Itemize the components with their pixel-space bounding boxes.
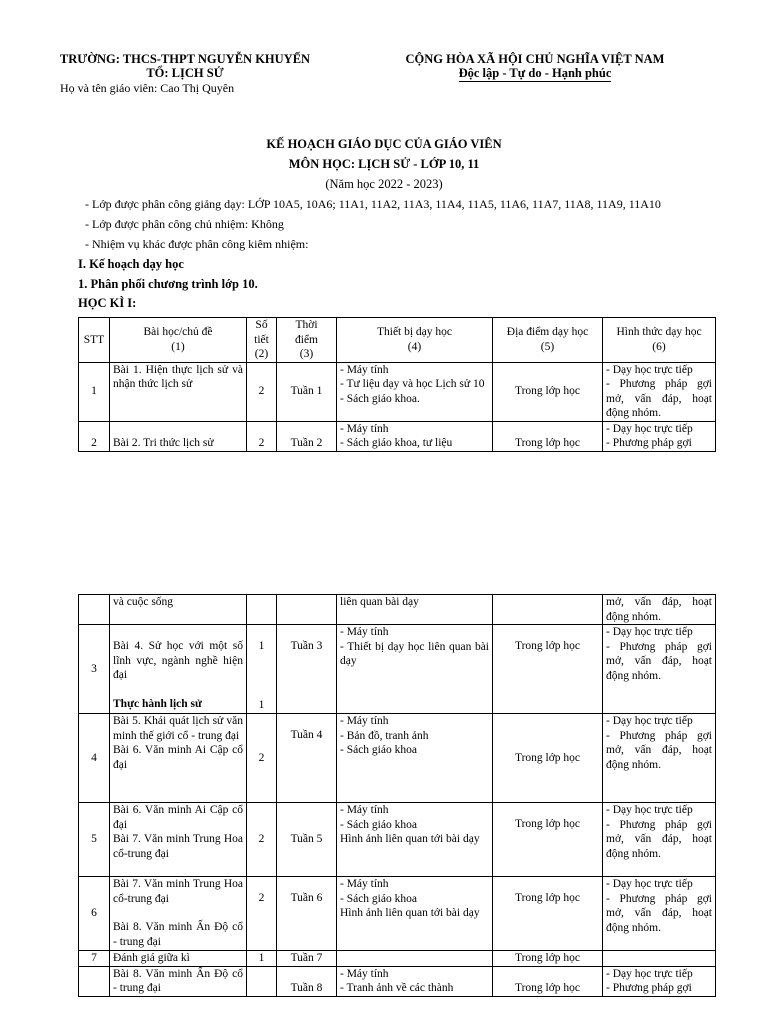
- row-periods: 2: [247, 803, 277, 877]
- row-lesson: Bài 8. Văn minh Ấn Độ cổ - trung đại: [110, 966, 247, 996]
- row-time: Tuần 8: [277, 966, 337, 996]
- department-name: TỔ: LỊCH SỬ: [146, 66, 224, 80]
- row-periods: 1: [247, 951, 277, 967]
- row-equipment: liên quan bài dạy: [337, 595, 493, 625]
- school-name: TRƯỜNG: THCS-THPT NGUYỄN KHUYẾN: [59, 52, 311, 66]
- row-time: Tuần 4: [277, 714, 337, 803]
- row-form: - Dạy học trực tiếp - Phương pháp gợi mở, vấn đáp, hoạt động nhóm.: [603, 625, 716, 714]
- row-form: - Dạy học trực tiếp - Phương pháp gợi: [603, 966, 716, 996]
- row-place: Trong lớp học: [493, 803, 603, 877]
- row-stt: [79, 595, 110, 625]
- table-row: [79, 714, 716, 803]
- row-time: Tuần 3: [277, 625, 337, 714]
- row-periods: 2: [247, 877, 277, 951]
- row-equipment: - Máy tính - Tranh ảnh về các thành: [337, 966, 493, 996]
- row-lesson: Bài 2. Tri thức lịch sử: [110, 421, 247, 451]
- semester-heading: HỌC KÌ I:: [78, 296, 137, 310]
- row-form: [603, 951, 716, 967]
- row-place: Trong lớp học: [493, 966, 603, 996]
- row-lesson: Bài 7. Văn minh Trung Hoa cổ-trung đại Bài 8. Văn minh Ấn Độ cổ - trung đại: [110, 877, 247, 951]
- row-form: - Dạy học trực tiếp - Phương pháp gợi mở, vấn đáp, hoạt động nhóm.: [603, 362, 716, 421]
- subject-title: MÔN HỌC: LỊCH SỬ - LỚP 10, 11: [288, 157, 480, 171]
- table-header-row: [79, 318, 716, 363]
- row-equipment: - Máy tính - Thiết bị dạy học liên quan bài dạy: [337, 625, 493, 714]
- schedule-table-page2: [78, 594, 716, 997]
- row-place: Trong lớp học: [493, 421, 603, 451]
- row-form: - Dạy học trực tiếp - Phương pháp gợi mở, vấn đáp, hoạt động nhóm.: [603, 803, 716, 877]
- header-time: Thời điểm (3): [277, 318, 337, 363]
- row-stt: 5: [79, 803, 110, 877]
- row-time: Tuần 7: [277, 951, 337, 967]
- row-place: Trong lớp học: [493, 625, 603, 714]
- row-stt: 3: [79, 625, 110, 714]
- row-stt: 1: [79, 362, 110, 421]
- row-time: Tuần 5: [277, 803, 337, 877]
- table-row: [79, 421, 716, 451]
- homeroom-class: - Lớp được phân công chủ nhiệm: Không: [85, 217, 284, 231]
- row-lesson: Bài 6. Văn minh Ai Cập cổ đại Bài 7. Văn minh Trung Hoa cổ-trung đại: [110, 803, 247, 877]
- row-periods: 2: [247, 362, 277, 421]
- table-row: [79, 595, 716, 625]
- motto-wrap: [380, 66, 690, 81]
- header-place: Địa điểm dạy học (5): [493, 318, 603, 363]
- section-heading: I. Kế hoạch dạy học: [78, 257, 184, 271]
- row-time: Tuần 6: [277, 877, 337, 951]
- row-form: - Dạy học trực tiếp - Phương pháp gợi mở, vấn đáp, hoạt động nhóm.: [603, 714, 716, 803]
- row-equipment: - Máy tính - Sách giáo khoa Hình ảnh liên quan tới bài dạy: [337, 803, 493, 877]
- row-place: Trong lớp học: [493, 362, 603, 421]
- row-periods: 2: [247, 421, 277, 451]
- row-lesson: Đánh giá giữa kì: [110, 951, 247, 967]
- row-equipment: - Máy tính - Tư liệu dạy và học Lịch sử 10 - Sách giáo khoa.: [337, 362, 493, 421]
- row-equipment: [337, 951, 493, 967]
- row-time: Tuần 1: [277, 362, 337, 421]
- row-equipment: - Máy tính - Bản đồ, tranh ảnh - Sách giáo khoa: [337, 714, 493, 803]
- row-lesson: và cuộc sống: [110, 595, 247, 625]
- row-periods: [247, 966, 277, 996]
- header-equipment: Thiết bị dạy học (4): [337, 318, 493, 363]
- table-row: [79, 625, 716, 714]
- row-stt: 7: [79, 951, 110, 967]
- row-periods: 2: [247, 714, 277, 803]
- row-periods: [247, 595, 277, 625]
- assigned-classes: - Lớp được phân công giảng dạy: LỚP 10A5, 10A6; 11A1, 11A2, 11A3, 11A4, 11A5, 11A6, 11A7, 11A8, 11A9, 11A10: [85, 197, 661, 211]
- row-place: Trong lớp học: [493, 951, 603, 967]
- row-stt: 6: [79, 877, 110, 951]
- row-time: [277, 595, 337, 625]
- row-equipment: - Máy tính - Sách giáo khoa Hình ảnh liên quan tới bài dạy: [337, 877, 493, 951]
- row-form: - Dạy học trực tiếp - Phương pháp gợi mở, vấn đáp, hoạt động nhóm.: [603, 877, 716, 951]
- header-form: Hình thức dạy học (6): [603, 318, 716, 363]
- row-stt: [79, 966, 110, 996]
- subsection-heading: 1. Phân phối chương trình lớp 10.: [78, 277, 258, 291]
- schedule-table-page1: [78, 317, 716, 452]
- row-place: Trong lớp học: [493, 714, 603, 803]
- table-row: [79, 966, 716, 996]
- header-periods: Số tiết (2): [247, 318, 277, 363]
- table-row: [79, 951, 716, 967]
- header-stt: STT: [79, 318, 110, 363]
- row-lesson: Bài 4. Sử học với một số lĩnh vực, ngành nghề hiện đại Thực hành lịch sử: [110, 625, 247, 714]
- row-stt: 2: [79, 421, 110, 451]
- motto: Độc lập - Tự do - Hạnh phúc: [458, 66, 612, 80]
- row-form: - Dạy học trực tiếp - Phương pháp gợi: [603, 421, 716, 451]
- plan-title: KẾ HOẠCH GIÁO DỤC CỦA GIÁO VIÊN: [266, 137, 502, 151]
- table-row: [79, 803, 716, 877]
- row-time: Tuần 2: [277, 421, 337, 451]
- row-lesson: Bài 5. Khái quát lịch sử văn minh thế giới cổ - trung đại Bài 6. Văn minh Ai Cập cổ đại: [110, 714, 247, 803]
- table-row: [79, 877, 716, 951]
- row-lesson: Bài 1. Hiện thực lịch sử và nhận thức lịch sử: [110, 362, 247, 421]
- nation-title: CỘNG HÒA XÃ HỘI CHỦ NGHĨA VIỆT NAM: [405, 52, 665, 66]
- row-equipment: - Máy tính - Sách giáo khoa, tư liệu: [337, 421, 493, 451]
- table-row: [79, 362, 716, 421]
- row-place: [493, 595, 603, 625]
- row-place: Trong lớp học: [493, 877, 603, 951]
- header-lesson: Bài học/chủ đề (1): [110, 318, 247, 363]
- teacher-name: Họ và tên giáo viên: Cao Thị Quyên: [60, 81, 235, 95]
- row-form: mở, vấn đáp, hoạt động nhóm.: [603, 595, 716, 625]
- row-periods: 1 1: [247, 625, 277, 714]
- other-duties: - Nhiệm vụ khác được phân công kiêm nhiệm:: [85, 237, 309, 251]
- school-year: (Năm học 2022 - 2023): [325, 177, 443, 191]
- row-stt: 4: [79, 714, 110, 803]
